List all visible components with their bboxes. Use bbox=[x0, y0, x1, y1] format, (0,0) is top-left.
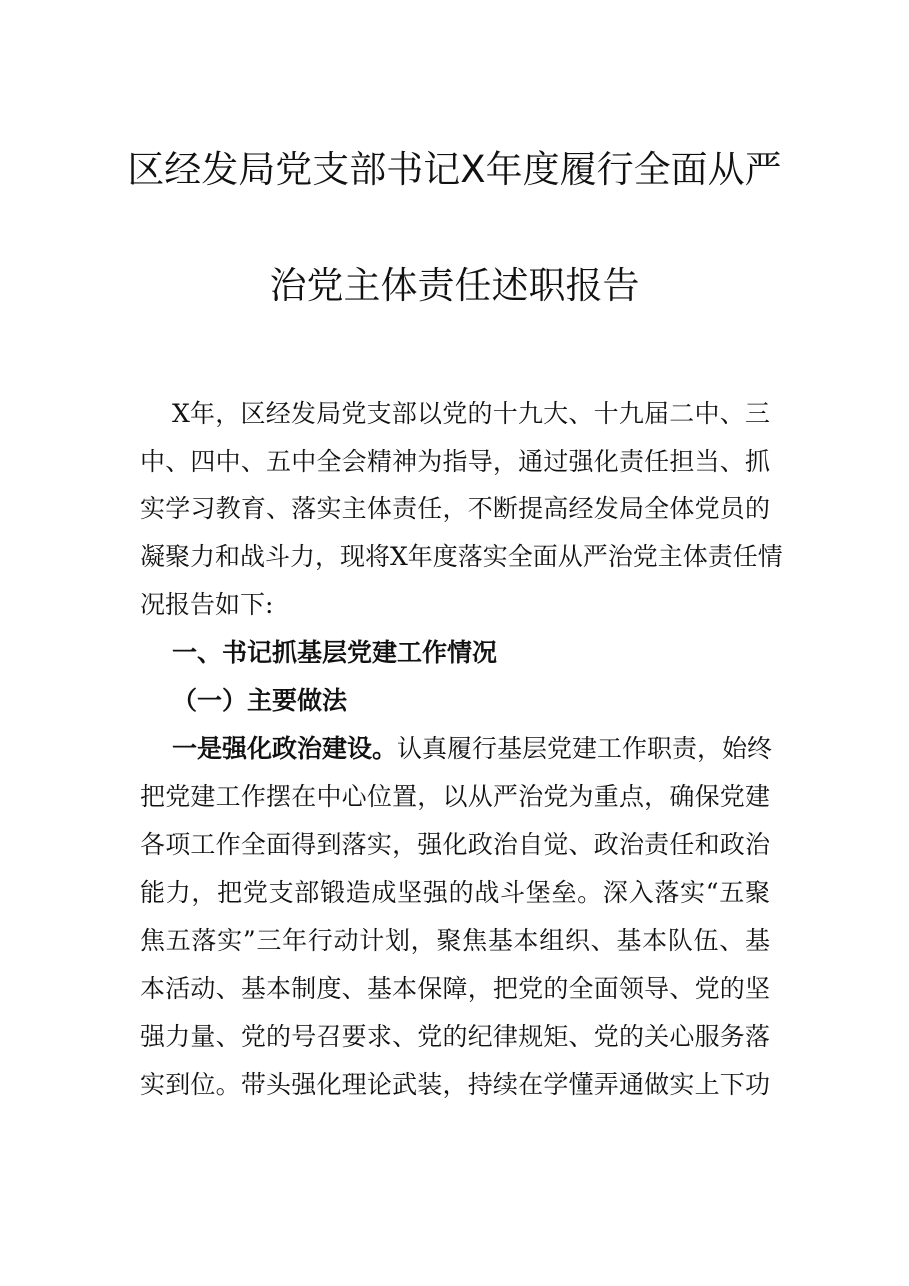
point1-line-2: 把党建工作摆在中心位置，以从严治党为重点，确保党建 bbox=[140, 782, 770, 811]
point1-lead: 一是强化政治建设。 bbox=[172, 734, 398, 763]
point1-line-4: 能力，把党支部锻造成坚强的战斗堡垒。深入落实“五聚 bbox=[140, 878, 770, 907]
section-heading: 一、书记抓基层党建工作情况 bbox=[172, 638, 498, 667]
intro-line-2: 中、四中、五中全会精神为指导，通过强化责任担当、抓 bbox=[140, 447, 770, 476]
point1-line-5: 焦五落实”三年行动计划，聚焦基本组织、基本队伍、基 bbox=[140, 926, 770, 955]
intro-line-5: 况报告如下: bbox=[140, 590, 274, 619]
point1-line-6: 本活动、基本制度、基本保障，把党的全面领导、党的坚 bbox=[140, 974, 770, 1003]
subsection-heading: （一）主要做法 bbox=[172, 686, 348, 715]
intro-line-3: 实学习教育、落实主体责任，不断提高经发局全体党员的 bbox=[140, 494, 770, 523]
intro-line-4: 凝聚力和战斗力，现将X年度落实全面从严治党主体责任情 bbox=[140, 542, 783, 571]
point1-first-line bbox=[172, 732, 773, 766]
point1-line-7: 强力量、党的号召要求、党的纪律规矩、党的关心服务落 bbox=[140, 1022, 770, 1051]
point1-line-3: 各项工作全面得到落实，强化政治自觉、政治责任和政治 bbox=[140, 830, 770, 859]
document-title-line-1: 区经发局党支部书记X年度履行全面从严 bbox=[127, 148, 782, 191]
document-title-line-2: 治党主体责任述职报告 bbox=[269, 264, 640, 307]
point1-first-rest: 认真履行基层党建工作职责，始终 bbox=[397, 734, 773, 763]
intro-line-1: X年，区经发局党支部以党的十九大、十九届二中、三 bbox=[172, 399, 770, 428]
point1-line-8: 实到位。带头强化理论武装，持续在学懂弄通做实上下功 bbox=[140, 1070, 770, 1099]
